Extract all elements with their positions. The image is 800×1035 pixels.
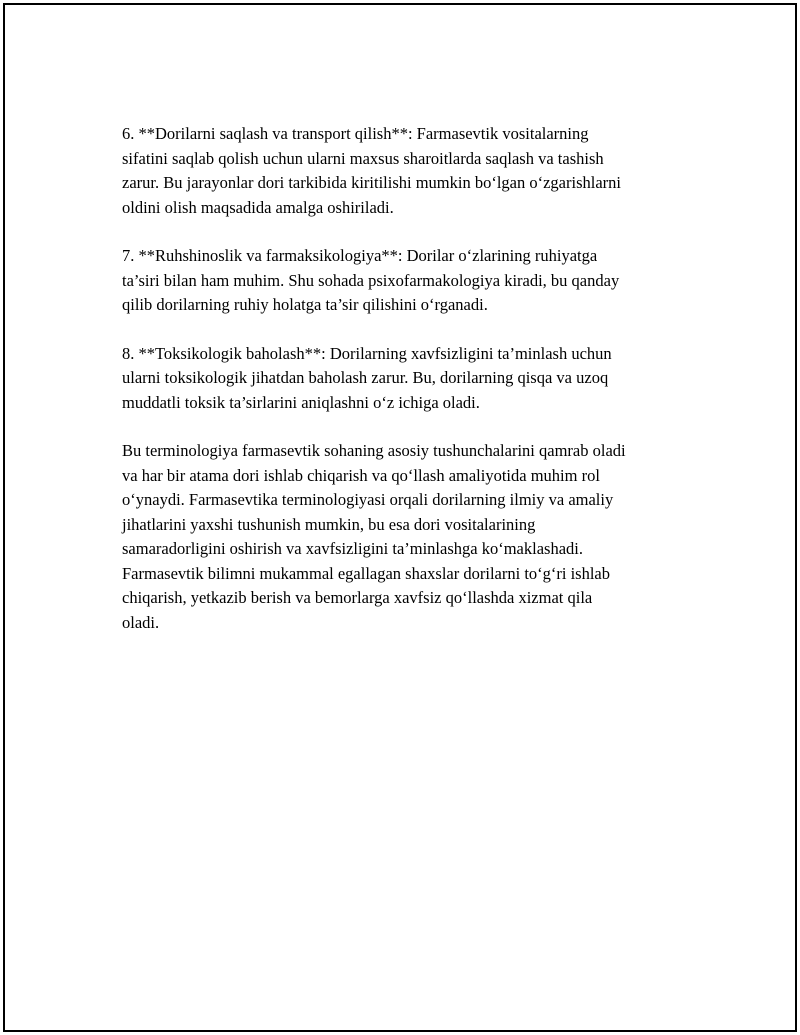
paragraph-item-6 [122,122,702,220]
text-line: samaradorligini oshirish va xavfsizligini ta’minlashga ko‘maklashadi. [122,539,583,558]
text-line: qilib dorilarning ruhiy holatga ta’sir qilishini o‘rganadi. [122,295,488,314]
text-line: chiqarish, yetkazib berish va bemorlarga xavfsiz qo‘llashda xizmat qila [122,588,593,607]
text-line: ularni toksikologik jihatdan baholash zarur. Bu, dorilarning qisqa va uzoq [122,368,609,387]
text-line: Bu terminologiya farmasevtik sohaning asosiy tushunchalarini qamrab oladi [122,441,626,460]
paragraph-item-8 [122,342,702,416]
page-frame [3,3,797,1032]
text-line: 6. **Dorilarni saqlash va transport qilish**: Farmasevtik vositalarning [122,124,589,143]
text-line: sifatini saqlab qolish uchun ularni maxsus sharoitlarda saqlash va tashish [122,148,604,168]
text-line: o‘ynaydi. Farmasevtika terminologiyasi orqali dorilarning ilmiy va amaliy [122,490,614,509]
document-body [122,122,702,659]
text-line: Farmasevtik bilimni mukammal egallagan shaxslar dorilarni to‘g‘ri ishlab [122,563,611,583]
paragraph-conclusion [122,439,702,635]
text-line: oldini olish maqsadida amalga oshiriladi. [122,197,394,217]
text-line: va har bir atama dori ishlab chiqarish va qo‘llash amaliyotida muhim rol [122,465,600,485]
text-line: muddatli toksik ta’sirlarini aniqlashni o‘z ichiga oladi. [122,392,480,412]
text-line: ta’siri bilan ham muhim. Shu sohada psixofarmakologiya kiradi, bu qanday [122,270,620,290]
paragraph-item-7 [122,244,702,318]
text-line: zarur. Bu jarayonlar dori tarkibida kiritilishi mumkin bo‘lgan o‘zgarishlarni [122,173,621,192]
text-line: 8. **Toksikologik baholash**: Dorilarning xavfsizligini ta’minlash uchun [122,343,612,363]
text-line: oladi. [122,612,160,632]
text-line: jihatlarini yaxshi tushunish mumkin, bu esa dori vositalarining [122,514,536,534]
text-line: 7. **Ruhshinoslik va farmaksikologiya**: Dorilar o‘zlarining ruhiyatga [122,246,598,265]
